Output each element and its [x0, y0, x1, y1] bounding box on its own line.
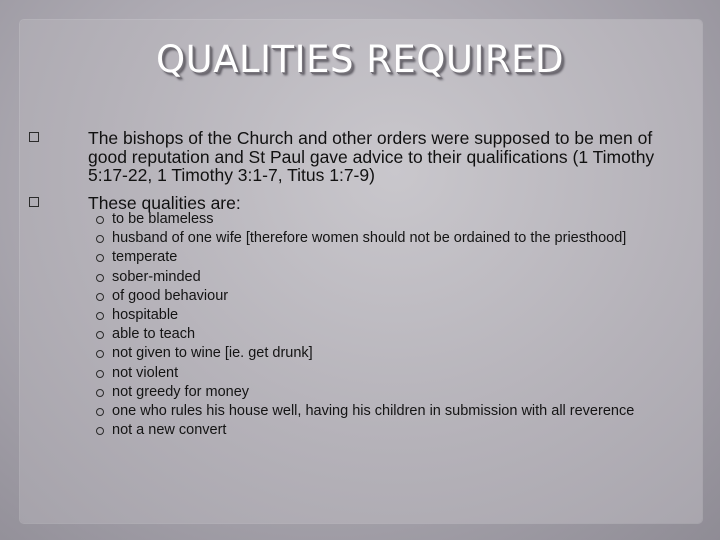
hollow-circle-icon [96, 235, 104, 243]
quality-text: temperate [112, 249, 178, 266]
hollow-circle-icon [96, 216, 104, 224]
quality-item [112, 268, 672, 285]
quality-text: not a new convert [112, 422, 227, 439]
quality-item [112, 306, 672, 323]
quality-item [112, 402, 672, 419]
hollow-circle-icon [96, 408, 104, 416]
quality-item [112, 251, 672, 264]
quality-item [112, 213, 672, 226]
slide-title: QUALITIES REQUIRED [156, 38, 564, 81]
bullet-item [88, 194, 688, 213]
quality-item [112, 287, 672, 304]
quality-item [112, 424, 672, 437]
hollow-circle-icon [96, 350, 104, 358]
bullet-item [88, 129, 688, 185]
quality-text: husband of one wife [therefore women should not be ordained to the priesthood] [112, 230, 627, 247]
quality-text: able to teach [112, 326, 196, 343]
quality-text: one who rules his house well, having his children in submission with all reverence [112, 402, 635, 419]
hollow-circle-icon [96, 254, 104, 262]
hollow-circle-icon [96, 312, 104, 320]
qualities-list [112, 213, 672, 443]
quality-item [112, 232, 672, 245]
hollow-circle-icon [96, 427, 104, 435]
quality-item [112, 328, 672, 341]
hollow-circle-icon [96, 274, 104, 282]
quality-text: hospitable [112, 306, 179, 323]
quality-text: not given to wine [ie. get drunk] [112, 345, 313, 362]
bullet-text: These qualities are: [88, 193, 241, 213]
quality-text: not violent [112, 364, 179, 381]
hollow-circle-icon [96, 331, 104, 339]
quality-text: to be blameless [112, 211, 214, 227]
hollow-square-icon [29, 197, 39, 207]
hollow-square-icon [29, 132, 39, 142]
bullet-text: The bishops of the Church and other orders were supposed to be men of good reputation and St Paul gave advice to their qualifications (1 Timothy 5:17-22, 1 Timothy 3:1-7, Titus 1:7-9) [88, 128, 655, 186]
quality-text: not greedy for money [112, 383, 250, 400]
quality-text: sober-minded [112, 268, 201, 285]
hollow-circle-icon [96, 389, 104, 397]
quality-item [112, 347, 672, 360]
quality-item [112, 383, 672, 400]
hollow-circle-icon [96, 370, 104, 378]
quality-item [112, 364, 672, 381]
quality-text: of good behaviour [112, 287, 229, 304]
hollow-circle-icon [96, 293, 104, 301]
